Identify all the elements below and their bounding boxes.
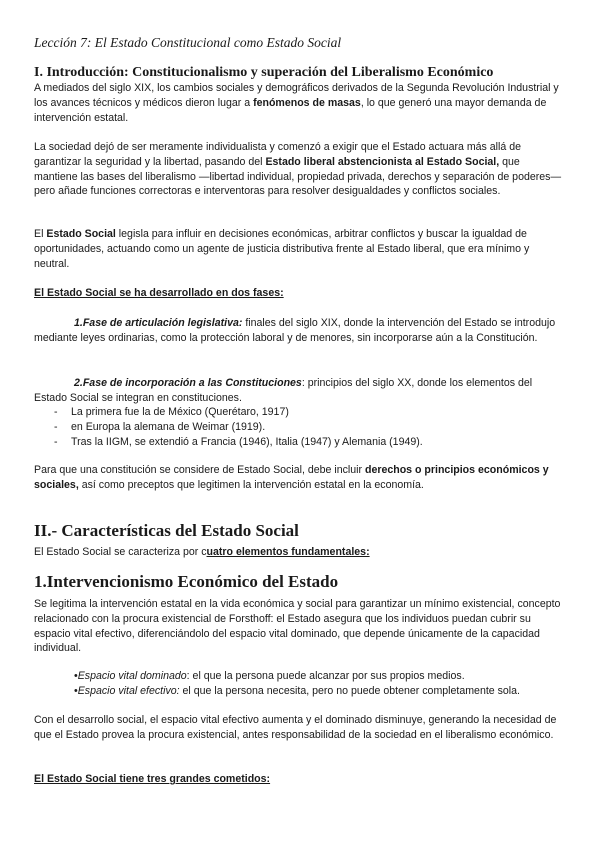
section1-heading: I. Introducción: Constitucionalismo y superación del Liberalismo Económico (34, 65, 494, 80)
underlined-run: El Estado Social se ha desarrollado en dos fases: (34, 287, 284, 299)
bold-run: derechos o principios económicos y sociales, (34, 464, 549, 491)
phase-2-label: 2.Fase de incorporación a las Constituciones (74, 377, 302, 389)
text-run: El (34, 228, 47, 240)
section2-heading: II.- Características del Estado Social (34, 521, 299, 540)
section1-paragraph-4 (34, 463, 564, 493)
section2-intro (34, 545, 564, 560)
subsection1-paragraph-2: Con el desarrollo social, el espacio vital efectivo aumenta y el dominado disminuye, generando la necesidad de que el Estado provea la procura existencial, antes responsabilidad de la sociedad en el liberalismo económico. (34, 714, 557, 741)
underlined-run: uatro elementos fundamentales: (206, 546, 370, 558)
tasks-title (34, 772, 564, 787)
section1-paragraph-3 (34, 227, 564, 271)
underlined-run: El Estado Social tiene tres grandes cometidos: (34, 773, 271, 785)
list-item: - La primera fue la de México (Querétaro, 1917) (54, 406, 289, 418)
text-run: así como preceptos que legitimen la intervención estatal en la economía. (78, 478, 424, 491)
text-run: La sociedad dejó de ser meramente individualista y comenzó a exigir que el Estado actuara más allá de garantizar la seguridad y la libertad, pasando del (34, 141, 522, 168)
text-run: Para que una constitución se considere de Estado Social, debe incluir (34, 464, 365, 476)
list-item: •Espacio vital dominado: el que la persona puede alcanzar por sus propios medios. (74, 670, 465, 682)
phase-2 (34, 376, 564, 406)
section1-paragraph-2 (34, 140, 564, 199)
list-item: - en Europa la alemana de Weimar (1919). (54, 420, 266, 433)
bold-run: fenómenos de masas (253, 96, 361, 109)
list-item: •Espacio vital efectivo: el que la persona necesita, pero no puede obtener completamente sola. (74, 684, 521, 697)
bold-run: Estado liberal abstencionista al Estado Social, (265, 155, 500, 168)
phase-1-text: finales del siglo XIX, donde la intervención del Estado se introdujo mediante leyes ordinarias, como la protección laboral y de menores, sin incorporarse aún a la Constitución. (34, 317, 556, 344)
text-run: El Estado Social se caracteriza por c (34, 546, 207, 558)
vital-space-list (74, 669, 564, 699)
phase-1-label: 1.Fase de articulación legislativa: (74, 317, 243, 329)
phases-title (34, 286, 564, 301)
phase-2-text: : principios del siglo XX, donde los elementos del Estado Social se integran en constituciones. (34, 377, 533, 404)
text-run: , lo que generó una mayor demanda de intervención estatal. (34, 96, 547, 124)
subsection1-heading: 1.Intervencionismo Económico del Estado (34, 572, 339, 591)
text-run: legisla para influir en decisiones económicas, arbitrar conflictos y buscar la igualdad de oportunidades, actuando como un agente de justicia distributiva frente al Estado liberal, que era mínimo y neutral. (34, 228, 530, 270)
text-run: A mediados del siglo XIX, los cambios sociales y demográficos derivados de la Segunda Revolución Industrial y los avances técnicos y médicos dieron lugar a (34, 82, 559, 109)
phase-1 (34, 316, 564, 346)
bold-run: Estado Social (46, 228, 116, 240)
list-item: - Tras la IIGM, se extendió a Francia (1946), Italia (1947) y Alemania (1949). (54, 435, 423, 448)
lesson-title: Lección 7: El Estado Constitucional como Estado Social (34, 35, 342, 50)
subsection1-paragraph-1: Se legitima la intervención estatal en la vida económica y social para garantizar un mínimo existencial, concepto relacionado con la procura existencial de Forsthoff: el Estado asegura que los individuos puedan cubrir su espacio vital efectivo, diferenciándolo del espacio vital dominado, que depende únicamente de la capacidad individual. (34, 598, 561, 655)
constitutions-list (34, 405, 564, 449)
text-run: que mantiene las bases del liberalismo —libertad individual, propiedad privada, derechos y separación de poderes— pero añade funciones correctoras e interventoras para resolver desigualdades y conflictos sociales. (34, 155, 562, 198)
section1-paragraph-1 (34, 81, 564, 125)
